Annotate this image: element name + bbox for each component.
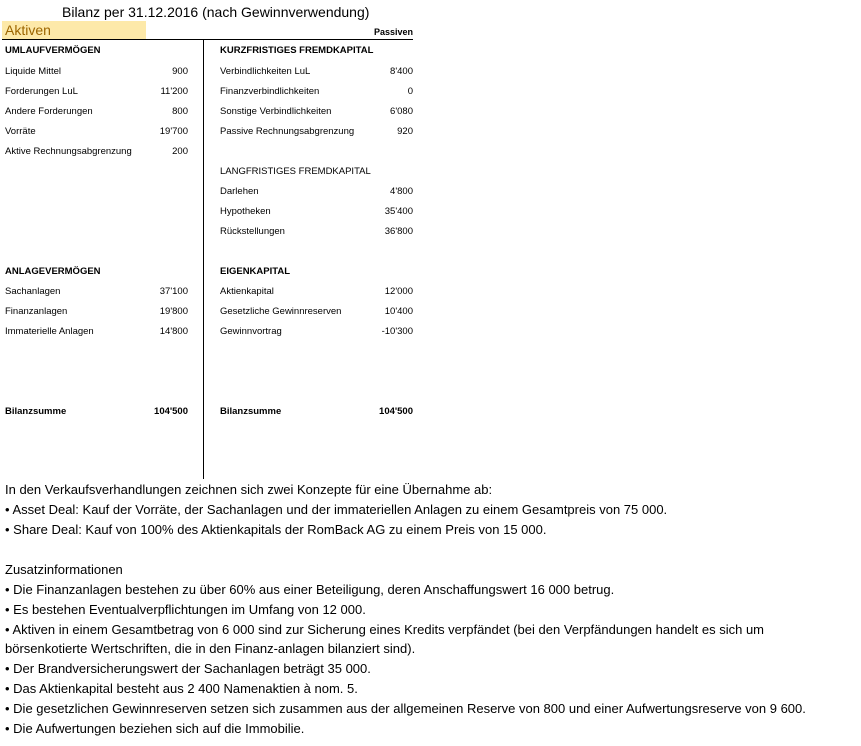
zusatz-item: • Die Finanzanlagen bestehen zu über 60% aus einer Beteiligung, deren Anschaffungswert 16 000 betrug. [5,582,615,597]
passive-rechnungsabgrenzung-value: 920 [397,126,413,137]
verbindlichkeiten-lul-label: Verbindlichkeiten LuL [220,66,311,77]
liquide-mittel-value: 900 [172,66,188,77]
darlehen-label: Darlehen [220,186,259,197]
aktiven-bilanzsumme-value: 104'500 [154,406,188,417]
hypotheken-label: Hypotheken [220,206,271,217]
aktive-rechnungsabgrenzung-label: Aktive Rechnungsabgrenzung [5,146,132,157]
finanzverbindlichkeiten-value: 0 [407,86,413,97]
verbindlichkeiten-lul-value: 8'400 [390,66,413,77]
rueckstellungen-value: 36'800 [384,226,413,237]
t-account-vertical-line [203,39,204,479]
zusatz-item: • Die gesetzlichen Gewinnreserven setzen sich zusammen aus der allgemeinen Reserve von 800 und einer Aufwertungsreserve von 9 600. [5,701,806,716]
intro-text: In den Verkaufsverhandlungen zeichnen sich zwei Konzepte für eine Übernahme ab: [5,482,493,497]
asset-deal-text: • Asset Deal: Kauf der Vorräte, der Sachanlagen und der immateriellen Anlagen zu einem Gesamtpreis von 75 000. [5,502,668,517]
immaterielle-anlagen-value: 14'800 [159,326,188,337]
sonstige-verbindlichkeiten-value: 6'080 [390,106,413,117]
eigenkapital-header: EIGENKAPITAL [220,266,291,277]
immaterielle-anlagen-label: Immaterielle Anlagen [5,326,94,337]
zusatz-item: • Die Aufwertungen beziehen sich auf die Immobilie. [5,721,305,736]
hypotheken-value: 35'400 [384,206,413,217]
forderungen-lul-value: 11'200 [160,86,188,97]
aktiven-bilanzsumme-label: Bilanzsumme [5,406,67,417]
passive-rechnungsabgrenzung-label: Passive Rechnungsabgrenzung [220,126,355,137]
aktiven-label: Aktiven [5,22,51,38]
anlagevermoegen-header: ANLAGEVERMÖGEN [5,266,101,277]
zusatz-item: • Aktiven in einem Gesamtbetrag von 6 000 sind zur Sicherung eines Kredits verpfändet (bei den Verpfändungen handelt es sich um [5,622,765,637]
zusatz-item: • Das Aktienkapital besteht aus 2 400 Namenaktien à nom. 5. [5,681,358,696]
page-title: Bilanz per 31.12.2016 (nach Gewinnverwendung) [62,4,370,20]
aktive-rechnungsabgrenzung-value: 200 [172,146,188,157]
gesetzliche-gewinnreserven-label: Gesetzliche Gewinnreserven [220,306,342,317]
gesetzliche-gewinnreserven-value: 10'400 [384,306,413,317]
gewinnvortrag-label: Gewinnvortrag [220,326,282,337]
sonstige-verbindlichkeiten-label: Sonstige Verbindlichkeiten [220,106,332,117]
passiven-label: Passiven [374,27,414,37]
andere-forderungen-label: Andere Forderungen [5,106,93,117]
rueckstellungen-label: Rückstellungen [220,226,285,237]
aktienkapital-label: Aktienkapital [220,286,274,297]
t-account-horizontal-line [2,39,413,40]
zusatzinformationen-header: Zusatzinformationen [5,562,123,577]
darlehen-value: 4'800 [390,186,413,197]
zusatz-item: • Es bestehen Eventualverpflichtungen im Umfang von 12 000. [5,602,366,617]
zusatz-item: • Der Brandversicherungswert der Sachanlagen beträgt 35 000. [5,661,371,676]
finanzverbindlichkeiten-label: Finanzverbindlichkeiten [220,86,320,97]
passiven-bilanzsumme-label: Bilanzsumme [220,406,282,417]
zusatz-item-continuation: börsenkotierte Wertschriften, die in den Finanz-anlagen bilanziert sind). [5,641,416,656]
passiven-bilanzsumme-value: 104'500 [379,406,413,417]
finanzanlagen-value: 19'800 [159,306,188,317]
forderungen-lul-label: Forderungen LuL [5,86,78,97]
share-deal-text: • Share Deal: Kauf von 100% des Aktienkapitals der RomBack AG zu einem Preis von 15 000. [5,522,547,537]
andere-forderungen-value: 800 [172,106,188,117]
vorraete-label: Vorräte [5,126,36,137]
sachanlagen-value: 37'100 [159,286,188,297]
liquide-mittel-label: Liquide Mittel [5,66,61,77]
vorraete-value: 19'700 [159,126,188,137]
aktienkapital-value: 12'000 [384,286,413,297]
langfristiges-fremdkapital-header: LANGFRISTIGES FREMDKAPITAL [220,166,371,177]
umlaufvermoegen-header: UMLAUFVERMÖGEN [5,45,101,56]
sachanlagen-label: Sachanlagen [5,286,61,297]
kurzfristiges-fremdkapital-header: KURZFRISTIGES FREMDKAPITAL [220,45,374,56]
finanzanlagen-label: Finanzanlagen [5,306,68,317]
gewinnvortrag-value: -10'300 [381,326,413,337]
